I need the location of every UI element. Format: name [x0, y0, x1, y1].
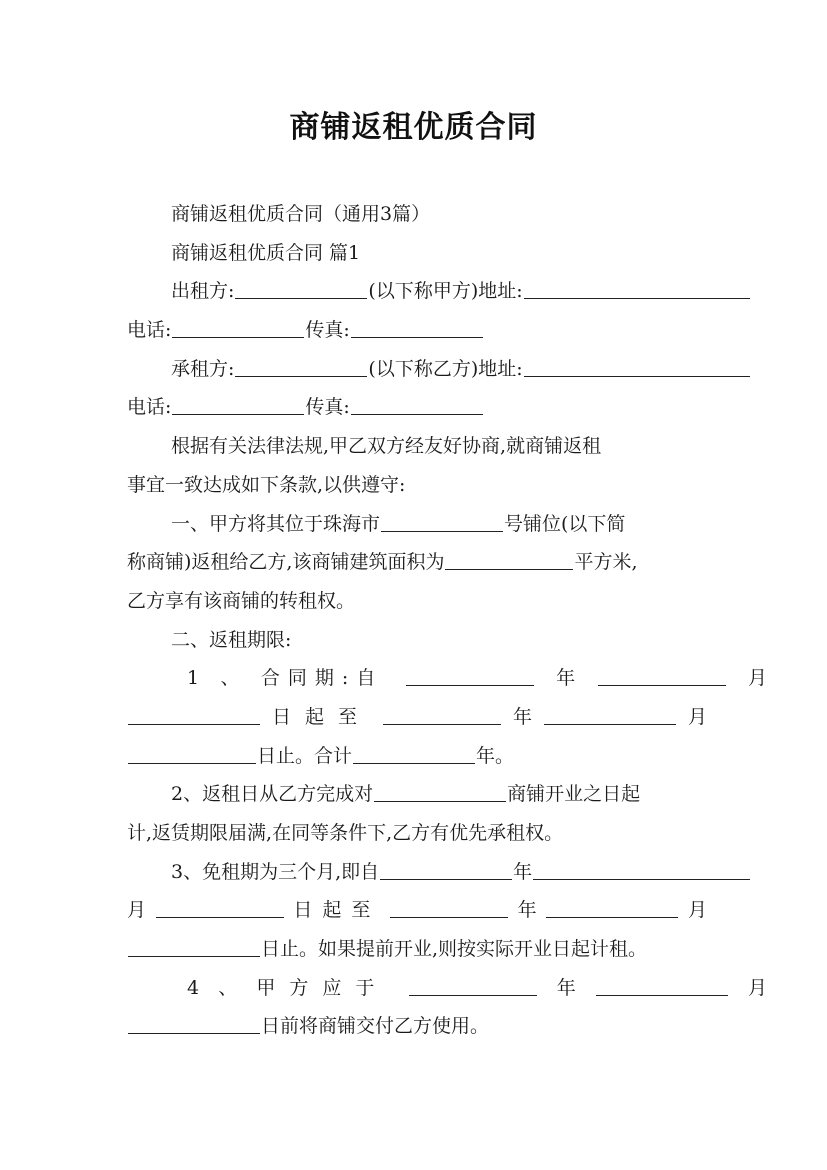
- item1-year-unit: 年: [556, 667, 576, 690]
- item4-year-unit: 年: [556, 976, 576, 999]
- clause1-line-1: [127, 505, 751, 544]
- item4-number: 4: [187, 976, 200, 999]
- item3-start-month-blank[interactable]: [533, 878, 750, 880]
- clause1-text-5: 乙方享有该商铺的转租权。: [127, 589, 356, 612]
- item1-start-day-blank[interactable]: [128, 723, 260, 725]
- item4-label: 甲方应于: [256, 976, 389, 999]
- item4-month-unit: 月: [747, 976, 767, 999]
- item1-total-blank[interactable]: [353, 762, 475, 764]
- item1-end-year-unit: 年: [512, 705, 532, 728]
- lessor-fax-blank[interactable]: [351, 336, 483, 338]
- clause1-text-4: 平方米,: [574, 551, 638, 574]
- item2-shop-blank[interactable]: [374, 800, 506, 802]
- item3-end-month-unit: 月: [687, 899, 707, 922]
- clause2-heading-text: 二、返租期限:: [171, 628, 292, 651]
- item1-label: 合同期:自: [260, 667, 384, 690]
- document-body: [127, 195, 767, 1046]
- item4-day-blank[interactable]: [128, 1032, 260, 1034]
- item3-end-year-blank[interactable]: [390, 916, 508, 918]
- lessee-label: 承租方:: [171, 357, 235, 380]
- item1-number: 1: [187, 667, 200, 690]
- lessee-fax-blank[interactable]: [351, 413, 483, 415]
- item3-end-year-unit: 年: [517, 899, 537, 922]
- item3-line-1: [127, 853, 751, 892]
- clause2-heading: [127, 621, 751, 660]
- lessor-phone-blank[interactable]: [172, 336, 304, 338]
- section-heading-text: 商铺返租优质合同 篇1: [171, 241, 361, 264]
- item3-year-unit: 年: [513, 860, 533, 883]
- lessor-line: [127, 272, 751, 311]
- lessor-fax-label: 传真:: [305, 319, 350, 342]
- item1-end-year-blank[interactable]: [383, 723, 501, 725]
- lessor-alias: (以下称甲方)地址:: [368, 280, 523, 303]
- item1-sep: 、: [220, 667, 240, 690]
- item2-line-2: [127, 814, 707, 853]
- lessee-address-blank[interactable]: [524, 375, 750, 377]
- lessee-contact-line: [127, 388, 707, 427]
- item3-line-2: [127, 891, 707, 930]
- item1-end-day-blank[interactable]: [128, 762, 256, 764]
- intro-line-1: [127, 427, 751, 466]
- item3-start-year-blank[interactable]: [380, 878, 512, 880]
- item1-day-from: 日起至: [271, 705, 371, 728]
- item1-end-month-blank[interactable]: [544, 723, 676, 725]
- intro-text-2: 事宜一致达成如下条款,以供遵守:: [127, 473, 406, 496]
- item2-text-2: 商铺开业之日起: [507, 783, 641, 806]
- item4-end-text: 日前将商铺交付乙方使用。: [261, 1015, 490, 1038]
- item1-day-to: 日止。合计: [257, 744, 353, 767]
- clause1-text-3: 称商铺)返租给乙方,该商铺建筑面积为: [127, 551, 445, 574]
- item3-day-from: 日起至: [293, 899, 381, 922]
- item3-end-day-blank[interactable]: [128, 955, 260, 957]
- section-heading: [127, 234, 751, 273]
- clause1-line-2: [127, 543, 707, 582]
- lessor-address-blank[interactable]: [524, 297, 750, 299]
- item2-text-3: 计,返赁期限届满,在同等条件下,乙方有优先承租权。: [127, 822, 564, 844]
- lessee-alias: (以下称乙方)地址:: [368, 357, 523, 380]
- item4-year-blank[interactable]: [409, 994, 537, 996]
- lessor-name-blank[interactable]: [235, 297, 367, 299]
- item3-end-text: 日止。如果提前开业,则按实际开业日起计租。: [261, 938, 648, 961]
- item3-month-unit: 月: [127, 899, 147, 922]
- lessor-contact-line: [127, 311, 707, 350]
- item1-end-month-unit: 月: [687, 705, 707, 728]
- item1-month-unit: 月: [747, 667, 767, 690]
- clause1-text-1: 一、甲方将其位于珠海市: [171, 512, 381, 535]
- item1-line-2: [127, 698, 707, 737]
- item1-start-year-blank[interactable]: [406, 684, 534, 686]
- clause1-line-3: [127, 582, 707, 621]
- item4-line-1: [127, 969, 767, 1008]
- item4-line-2: [127, 1007, 707, 1046]
- intro-line-2: [127, 466, 707, 505]
- item3-line-3: [127, 930, 707, 969]
- document-subtitle: [127, 195, 751, 234]
- lessee-line: [127, 350, 751, 389]
- item2-text-1: 2、返租日从乙方完成对: [171, 783, 374, 806]
- item4-month-blank[interactable]: [596, 994, 728, 996]
- item4-sep: 、: [218, 976, 238, 999]
- clause1-text-2: 号铺位(以下简: [504, 512, 626, 535]
- item3-end-month-blank[interactable]: [546, 916, 678, 918]
- lessee-fax-label: 传真:: [305, 396, 350, 419]
- lessee-name-blank[interactable]: [235, 375, 367, 377]
- lessee-phone-label: 电话:: [127, 396, 172, 419]
- lessor-label: 出租方:: [171, 280, 235, 303]
- document-title: 商铺返租优质合同: [289, 110, 538, 145]
- item2-line-1: [127, 775, 751, 814]
- item1-line-3: [127, 737, 707, 776]
- lessor-phone-label: 电话:: [127, 319, 172, 342]
- item1-line-1: [127, 659, 767, 698]
- item1-years-unit: 年。: [476, 744, 515, 767]
- shop-number-blank[interactable]: [381, 530, 503, 532]
- intro-text-1: 根据有关法律法规,甲乙双方经友好协商,就商铺返租: [171, 435, 602, 458]
- lessee-phone-blank[interactable]: [172, 413, 304, 415]
- item1-start-month-blank[interactable]: [598, 684, 726, 686]
- item3-text-1: 3、免租期为三个月,即自: [171, 860, 380, 883]
- area-blank[interactable]: [445, 568, 573, 570]
- item3-start-day-blank[interactable]: [156, 916, 284, 918]
- subtitle-text: 商铺返租优质合同（通用3篇）: [171, 203, 431, 225]
